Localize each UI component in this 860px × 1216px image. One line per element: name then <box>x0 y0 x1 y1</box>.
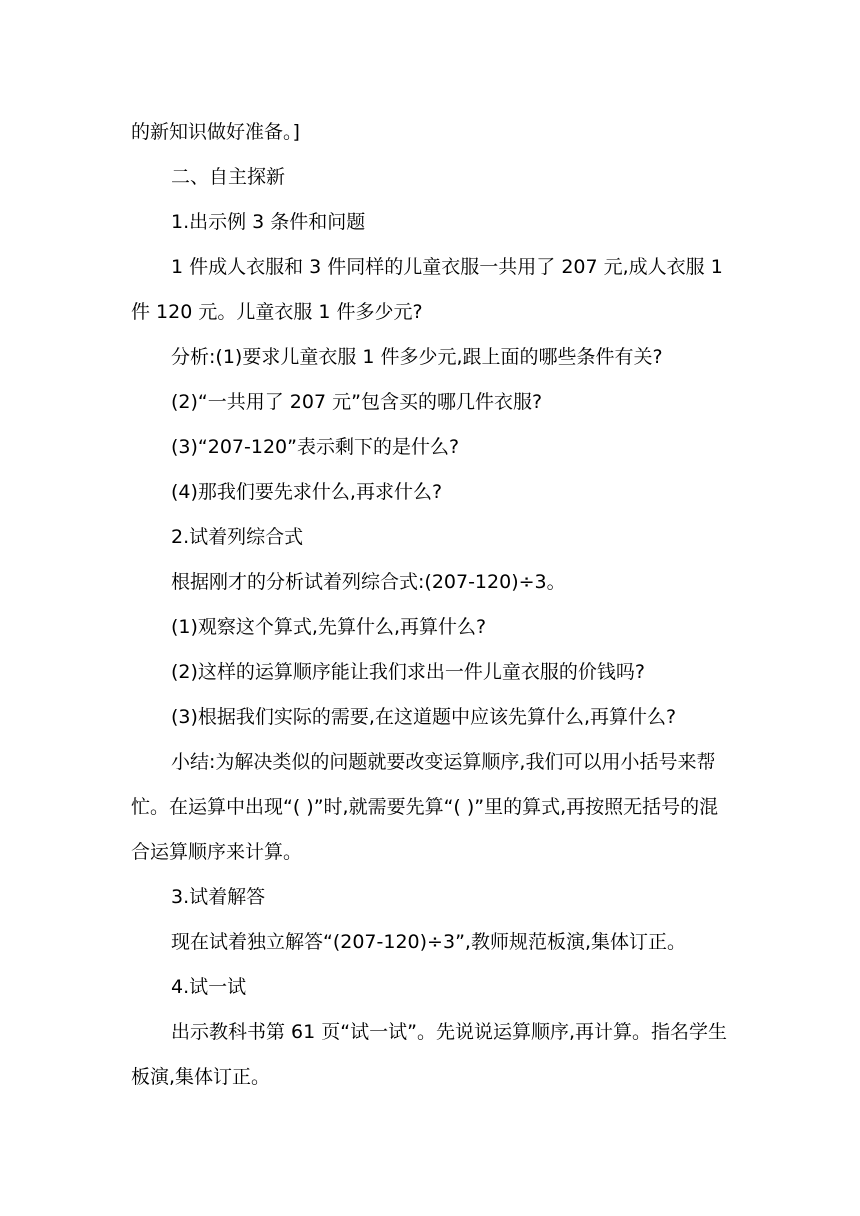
step-heading-combined-formula: 2.试着列综合式 <box>171 526 304 548</box>
step-heading-show-example: 1.出示例 3 条件和问题 <box>171 211 366 233</box>
paragraph-analysis-2: (2)“一共用了 207 元”包含买的哪几件衣服? <box>171 391 543 413</box>
paragraph-continuation: 的新知识做好准备。] <box>131 121 300 143</box>
paragraph-try-solve: 现在试着独立解答“(207-120)÷3”,教师规范板演,集体订正。 <box>171 931 686 953</box>
section-heading-self-exploration: 二、自主探新 <box>171 166 286 188</box>
step-heading-try-solve: 3.试着解答 <box>171 886 266 908</box>
paragraph-try-it: 出示教科书第 61 页“试一试”。先说说运算顺序,再计算。指名学生板演,集体订正。 <box>131 1021 727 1088</box>
paragraph-summary: 小结:为解决类似的问题就要改变运算顺序,我们可以用小括号来帮忙。在运算中出现“( )”时,就需要先算“( )”里的算式,再按照无括号的混合运算顺序来计算。 <box>131 751 719 863</box>
document-body <box>131 110 735 1100</box>
paragraph-analysis-1: 分析:(1)要求儿童衣服 1 件多少元,跟上面的哪些条件有关? <box>171 346 663 368</box>
paragraph-question-3: (3)根据我们实际的需要,在这道题中应该先算什么,再算什么? <box>171 706 677 728</box>
paragraph-question-1: (1)观察这个算式,先算什么,再算什么? <box>171 616 487 638</box>
paragraph-analysis-4: (4)那我们要先求什么,再求什么? <box>171 481 443 503</box>
step-heading-try-it: 4.试一试 <box>171 976 247 998</box>
paragraph-analysis-3: (3)“207-120”表示剩下的是什么? <box>171 436 460 458</box>
paragraph-problem-statement: 1 件成人衣服和 3 件同样的儿童衣服一共用了 207 元,成人衣服 1 件 120 元。儿童衣服 1 件多少元? <box>131 256 723 323</box>
paragraph-combined-formula: 根据刚才的分析试着列综合式:(207-120)÷3。 <box>171 571 566 593</box>
paragraph-question-2: (2)这样的运算顺序能让我们求出一件儿童衣服的价钱吗? <box>171 661 645 683</box>
